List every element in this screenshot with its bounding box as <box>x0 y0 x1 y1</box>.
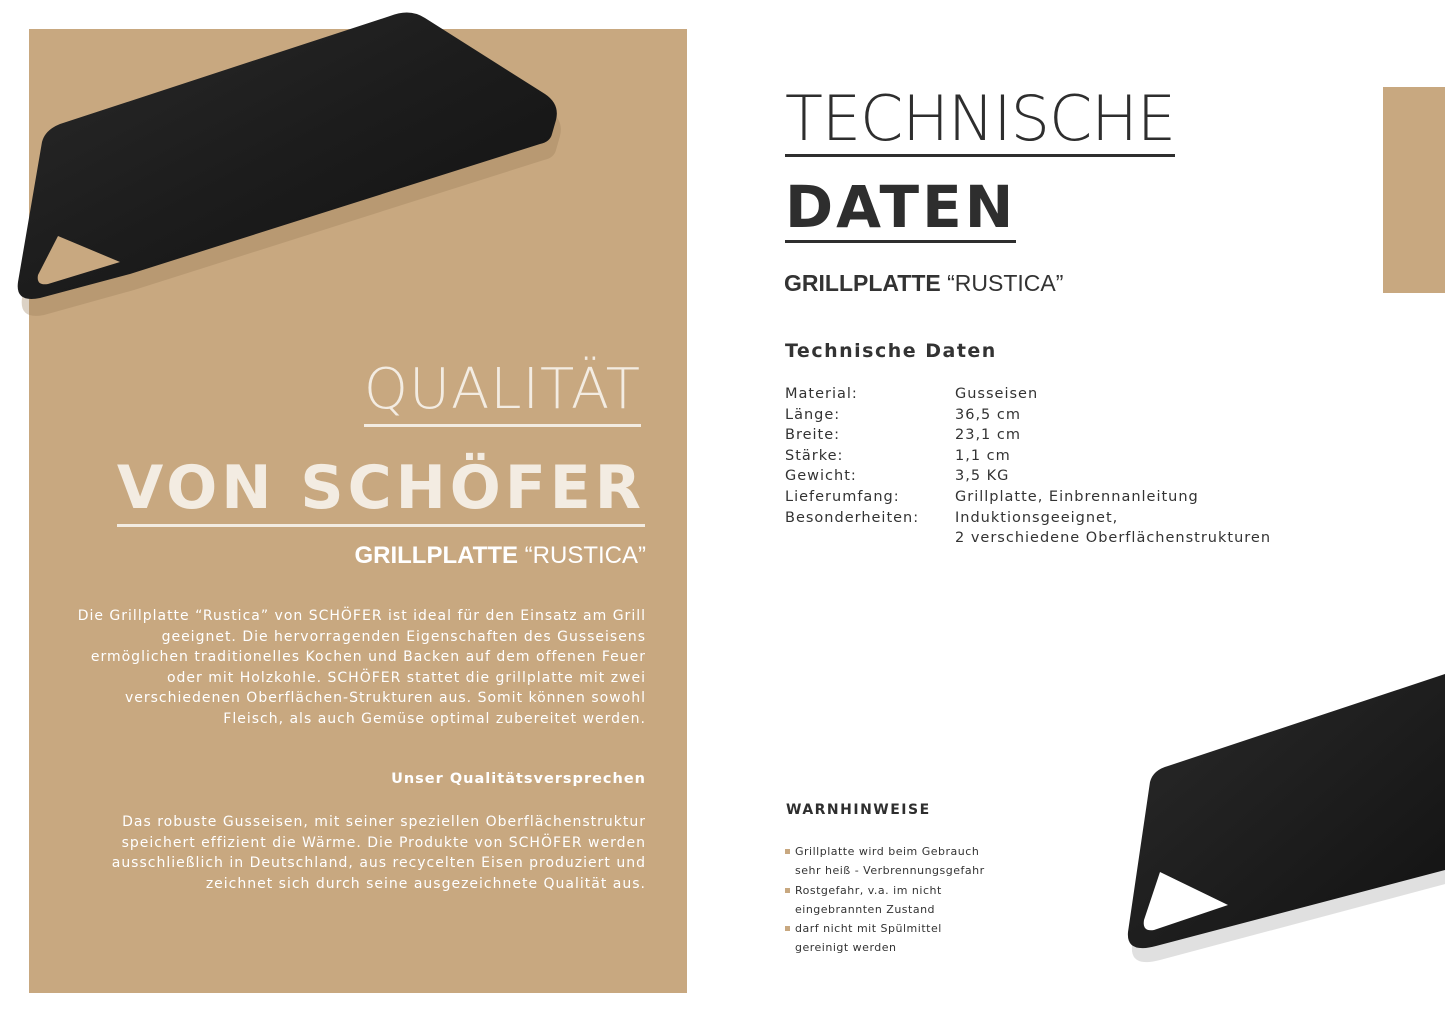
grill-plate-image-top <box>0 0 600 340</box>
spec-value: Induktionsgeeignet, <box>955 509 1119 526</box>
spec-value: 2 verschiedene Oberflächenstrukturen <box>955 530 1272 547</box>
specs-table <box>785 384 1271 549</box>
warning-text: gereinigt werden <box>795 941 897 955</box>
product-name-light: “RUSTICA” <box>518 542 646 569</box>
spec-row <box>785 405 1271 426</box>
spec-key: Gewicht: <box>785 468 857 485</box>
spec-key: Stärke: <box>785 447 844 464</box>
spec-row <box>785 528 1271 549</box>
bullet-icon <box>785 849 790 854</box>
spec-value: 3,5 KG <box>955 468 1010 485</box>
spec-value: 23,1 cm <box>955 427 1021 444</box>
warnings-heading: WARNHINWEISE <box>786 802 931 818</box>
product-name-bold: GRILLPLATTE <box>784 270 941 296</box>
warning-text: Grillplatte wird beim Gebrauch <box>795 845 980 858</box>
product-name-light: “RUSTICA” <box>940 270 1064 296</box>
warning-item <box>785 919 985 938</box>
spec-row <box>785 384 1271 405</box>
warning-text: sehr heiß - Verbrennungsgefahr <box>795 864 985 878</box>
spec-key: Besonderheiten: <box>785 509 920 526</box>
warning-item-continued <box>785 900 985 919</box>
specs-heading: Technische Daten <box>785 340 997 362</box>
warning-item <box>785 881 985 900</box>
quality-promise-text: Das robuste Gusseisen, mit seiner speziellen Oberflächenstruktur speichert effizient die Wärme. Die Produkte von SCHÖFER werden ausschließlich in Deutschland, aus recycelten Eisen produziert und zeichnet sich durch seine ausgezeichnete Qualität aus. <box>111 814 646 892</box>
warning-item-continued <box>785 861 985 880</box>
spec-value: 36,5 cm <box>955 406 1021 423</box>
product-description: Die Grillplatte “Rustica” von SCHÖFER ist ideal für den Einsatz am Grill geeignet. Die hervorragenden Eigenschaften des Gusseisens ermöglichen traditionelles Kochen und Backen auf dem offenen Feuer oder mit Holzkohle. SCHÖFER stattet die grillplatte mit zwei verschiedenen Oberflächen-Strukturen aus. Somit können sowohl Fleisch, als auch Gemüse optimal zubereitet werden. <box>77 608 646 727</box>
quality-subtitle: VON SCHÖFER <box>117 458 645 527</box>
warning-text: eingebrannten Zustand <box>795 902 936 916</box>
product-name-bold: GRILLPLATTE <box>354 542 518 569</box>
quality-promise-heading: Unser Qualitätsversprechen <box>391 771 646 787</box>
spec-value: Gusseisen <box>955 386 1039 402</box>
technical-title: TECHNISCHE <box>785 82 1176 155</box>
product-name-right <box>784 270 1063 297</box>
spec-key: Lieferumfang: <box>785 488 900 505</box>
spec-key <box>785 528 955 549</box>
spec-row <box>785 466 1271 487</box>
spec-key: Länge: <box>785 406 841 423</box>
bullet-icon <box>785 926 790 931</box>
spec-row <box>785 508 1271 529</box>
spec-row <box>785 487 1271 508</box>
warning-item-continued <box>785 938 985 957</box>
warnings-list <box>785 842 985 958</box>
technical-subtitle: DATEN <box>785 173 1017 241</box>
warning-item <box>785 842 985 861</box>
right-accent-bar <box>1383 87 1445 293</box>
warning-text: Rostgefahr, v.a. im nicht <box>795 883 942 897</box>
spec-key: Breite: <box>785 427 841 444</box>
spec-row <box>785 425 1271 446</box>
grill-plate-image-bottom <box>1120 670 1445 970</box>
warning-text: darf nicht mit Spülmittel <box>795 922 942 936</box>
spec-value: 1,1 cm <box>955 447 1011 464</box>
spec-key: Material: <box>785 386 858 402</box>
quality-title: QUALITÄT <box>364 362 641 427</box>
bullet-icon <box>785 888 790 893</box>
spec-value: Grillplatte, Einbrennanleitung <box>955 488 1199 505</box>
spec-row <box>785 446 1271 467</box>
product-name-left <box>354 542 646 570</box>
